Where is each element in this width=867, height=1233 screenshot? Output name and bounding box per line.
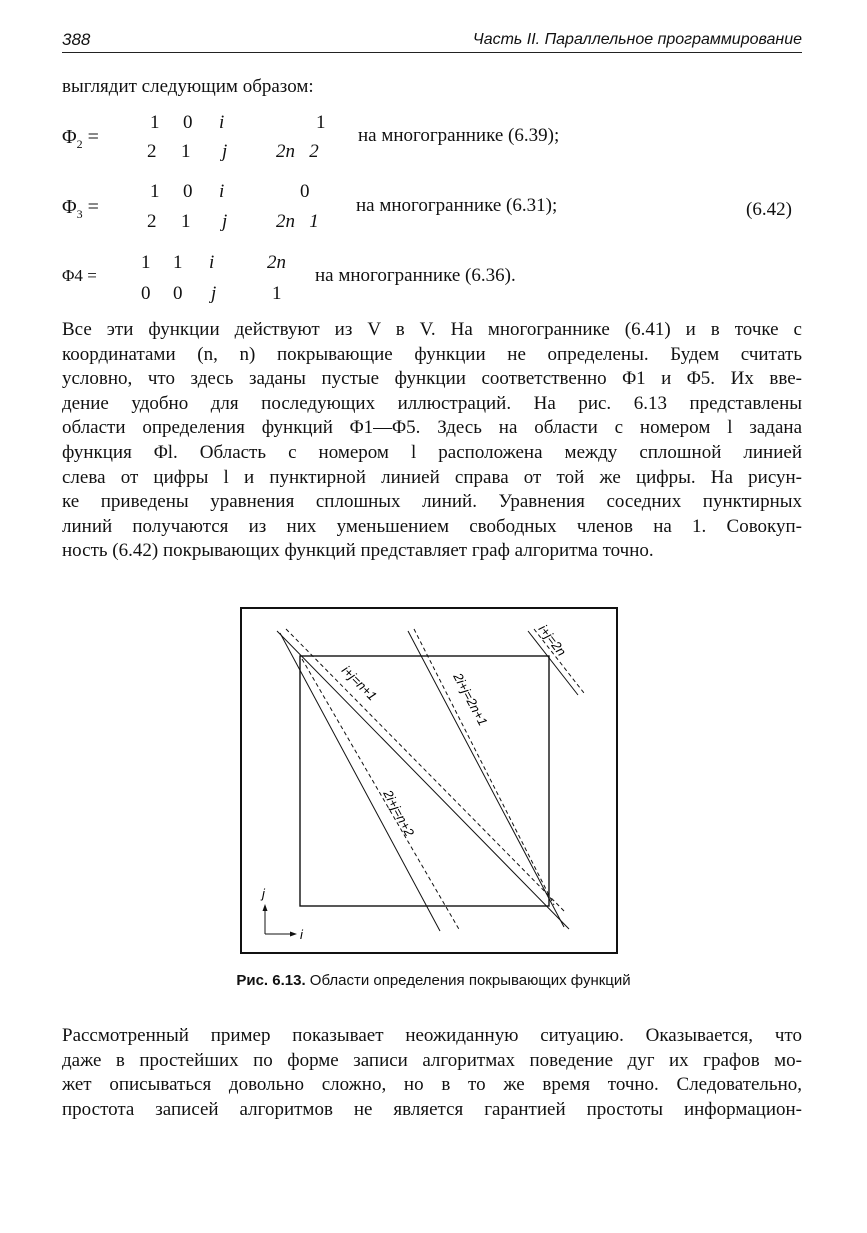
phi3-subscript: 3 <box>76 207 83 221</box>
phi3-m12: 0 <box>183 181 193 202</box>
axis-j-label: j <box>262 886 265 901</box>
caption-label: Рис. 6.13. <box>236 972 306 989</box>
paragraph-1 <box>62 318 802 564</box>
paragraph-1-line: Все эти функции действуют из V в V. На многограннике (6.41) и в точке с <box>62 319 802 340</box>
label-2i-plus-j-eq-2n-plus-1: 2i+j=2n+1 <box>450 670 491 729</box>
phi4-condition: на многограннике (6.36). <box>315 265 516 286</box>
phi3-m23: j <box>222 211 228 232</box>
caption-text: Области определения покрывающих функций <box>305 972 631 989</box>
phi3-m11: 1 <box>150 181 160 202</box>
phi2-m13: i <box>219 112 225 133</box>
paragraph-1-line: функция Φl. Область с номером l расположена между сплошной линией <box>62 441 802 463</box>
paragraph-1-line: слева от цифры l и пунктирной линией справа от той же цифры. На рисун- <box>62 466 802 488</box>
phi4-v1: 2n <box>267 252 286 273</box>
phi4-m22: 0 <box>173 283 183 304</box>
paragraph-2-line: жет описываться довольно сложно, но в то же время точно. Следовательно, <box>62 1074 802 1096</box>
intro-text: выглядит следующим образом: <box>62 76 314 97</box>
paragraph-2-line: даже в простейших по форме записи алгоритмах поведение дуг их графов мо- <box>62 1049 802 1071</box>
phi2-m22: 1 <box>181 141 191 162</box>
page-header <box>62 28 802 53</box>
paragraph-1-line: линий получаются из них уменьшением свободных членов на 1. Совокуп- <box>62 515 802 537</box>
phi3-m22: 1 <box>181 211 191 232</box>
phi2-condition: на многограннике (6.39); <box>358 125 560 146</box>
paragraph-1-line: ность (6.42) покрывающих функций представляет граф алгоритма точно. <box>62 540 654 562</box>
phi4-m23: j <box>211 283 217 304</box>
axis-i-label: i <box>300 927 303 942</box>
paragraph-2-line: простота записей алгоритмов не является гарантией простоты информацион- <box>62 1098 802 1120</box>
phi2-subscript: 2 <box>76 137 83 151</box>
label-i-plus-j-eq-2n: i+j=2n <box>535 621 570 659</box>
label-2i-plus-j-eq-n-plus-2: 2i+j=n+2 <box>380 787 418 839</box>
phi2-m21: 2 <box>147 141 157 162</box>
phi3-m21: 2 <box>147 211 157 232</box>
phi2-symbol: Φ <box>62 126 77 148</box>
axis-j-arrow <box>263 904 268 911</box>
phi4-symbol: Φ4 <box>62 266 83 285</box>
phi2-v2: 2n 2 <box>276 141 319 162</box>
phi4-m21: 0 <box>141 283 151 304</box>
phi4-m12: 1 <box>173 252 183 273</box>
phi2-v1: 1 <box>316 112 326 133</box>
phi3-symbol: Φ <box>62 196 77 218</box>
phi3-v2: 2n 1 <box>276 211 319 232</box>
dashed-line-i-plus-j-eq-n-plus-1 <box>286 629 566 913</box>
axis-i-arrow <box>290 932 297 937</box>
phi4-v2: 1 <box>272 283 282 304</box>
phi2-m23: j <box>222 141 228 162</box>
page-number: 388 <box>62 30 91 49</box>
phi2-m12: 0 <box>183 112 193 133</box>
line-i-plus-j-eq-n-plus-1 <box>277 631 569 929</box>
dashed-line-2i-plus-j-eq-2n-plus-1 <box>414 629 554 905</box>
phi4-m13: i <box>209 252 215 273</box>
figure-caption <box>0 972 867 989</box>
label-i-plus-j-eq-n-plus-1: i+j=n+1 <box>338 662 380 704</box>
paragraph-2-line: Рассмотренный пример показывает неожиданную ситуацию. Оказывается, что <box>62 1025 802 1046</box>
paragraph-1-line: условно, что здесь заданы пустые функции соответственно Φ1 и Φ5. Их вве- <box>62 368 802 390</box>
phi3-m13: i <box>219 181 225 202</box>
phi2-m11: 1 <box>150 112 160 133</box>
phi4-m11: 1 <box>141 252 151 273</box>
paragraph-1-line: координатами (n, n) покрывающие функции не определены. Будем считать <box>62 343 802 365</box>
figure-6-13 <box>240 607 618 954</box>
line-2i-plus-j-eq-2n-plus-1 <box>408 631 564 927</box>
running-title: Часть II. Параллельное программирование <box>472 31 802 48</box>
paragraph-1-line: области определения функций Φ1—Φ5. Здесь на области с номером l задана <box>62 417 802 439</box>
paragraph-2 <box>62 1024 802 1122</box>
phi3-v1: 0 <box>300 181 310 202</box>
phi3-condition: на многограннике (6.31); <box>356 195 558 216</box>
paragraph-1-line: ке приведены уравнения сплошных линий. Уравнения соседних пунктирных <box>62 491 802 513</box>
equation-number: (6.42) <box>746 199 792 220</box>
domain-diagram <box>242 609 616 952</box>
paragraph-1-line: дение удобно для последующих иллюстраций. На рис. 6.13 представлены <box>62 392 802 414</box>
